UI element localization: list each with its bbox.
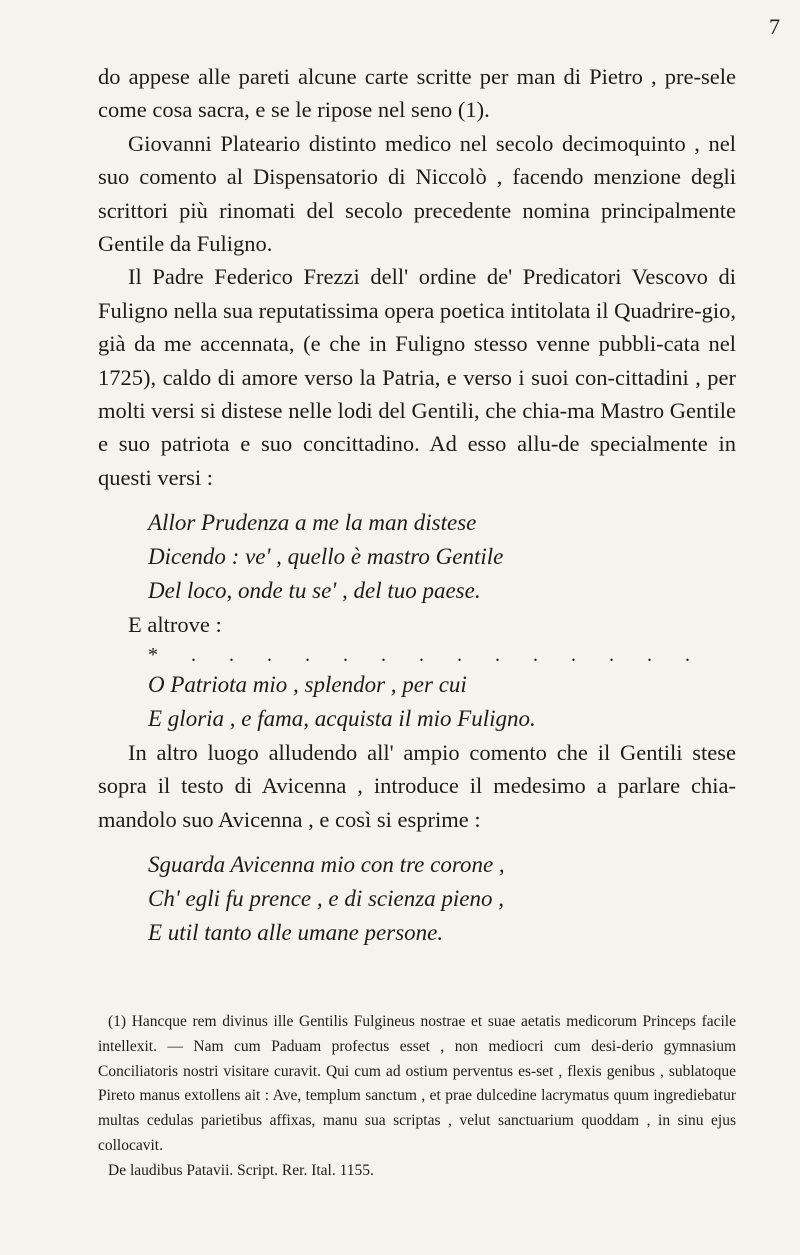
verse-line: Allor Prudenza a me la man distese	[148, 510, 477, 536]
verse-line: Dicendo : ve' , quello è mastro Gentile	[148, 544, 504, 570]
verse-line: Del loco, onde tu se' , del tuo paese.	[148, 578, 481, 604]
paragraph-4: In altro luogo alludendo all' ampio comento che il Gentili stese sopra il testo di Avicenna , introduce il medesimo a parlare chia-mandolo suo Avicenna , e così si esprime :	[98, 739, 736, 832]
footnote-text: (1) Hancque rem divinus ille Gentilis Fulgineus nostrae et suae aetatis medicorum Princeps facile intellexit. — Nam cum Paduam profectus esset , non mediocri cum desi-derio gymnasium Conciliatoris nostri visitare curavit. Qui cum ad ostium perventus es-set , flexis genibus , sublatoque Pireto manus extollens ait : Ave, templum sanctum , et prae dulcedine lacrymatus quum ingrediebatur multas cedulas parietibus affixas, manu sua scriptas , velut sanctuarium quoddam , in sinu ejus collocavit.	[98, 1013, 736, 1154]
verse-line: E gloria , e fama, acquista il mio Fuligno.	[148, 705, 536, 731]
paragraph-3: Il Padre Federico Frezzi dell' ordine de' Predicatori Vescovo di Fuligno nella sua reputatissima opera poetica intitolata il Quadrire-gio, già da me accennata, (e che in Fuligno stesso venne pubbli-cata nel 1725), caldo di amore verso la Patria, e verso i suoi con-cittadini , per molti versi si distese nelle lodi del Gentili, che chia-ma Mastro Gentile e suo patriota e suo concittadino. Ad esso allu-de specialmente in questi versi :	[98, 264, 736, 490]
verse-line: E util tanto alle umane persone.	[148, 919, 444, 945]
verse-line: Ch' egli fu prence , e di scienza pieno ,	[148, 885, 505, 911]
verse-block-3	[98, 848, 736, 950]
altrove-line: E altrove :	[128, 612, 222, 638]
footnote	[98, 1010, 736, 1184]
main-text	[98, 60, 736, 950]
verse-line: Sguarda Avicenna mio con tre corone ,	[148, 851, 505, 877]
ellipsis-row: * . . . . . . . . . . . . . .	[148, 643, 704, 666]
verse-block-2	[98, 668, 736, 736]
paragraph-1: do appese alle pareti alcune carte scritte per man di Pietro , pre-sele come cosa sacra, e se le ripose nel seno (1).	[98, 64, 736, 123]
paragraph-2: Giovanni Plateario distinto medico nel secolo decimoquinto , nel suo comento al Dispensatorio di Niccolò , facendo menzione degli scrittori più rinomati del secolo precedente nomina principalmente Gentile da Fuligno.	[98, 130, 736, 257]
verse-line: O Patriota mio , splendor , per cui	[148, 671, 467, 697]
verse-block-1	[98, 506, 736, 608]
footnote-source: De laudibus Patavii. Script. Rer. Ital. 1155.	[108, 1161, 374, 1179]
page-number: 7	[769, 14, 780, 39]
